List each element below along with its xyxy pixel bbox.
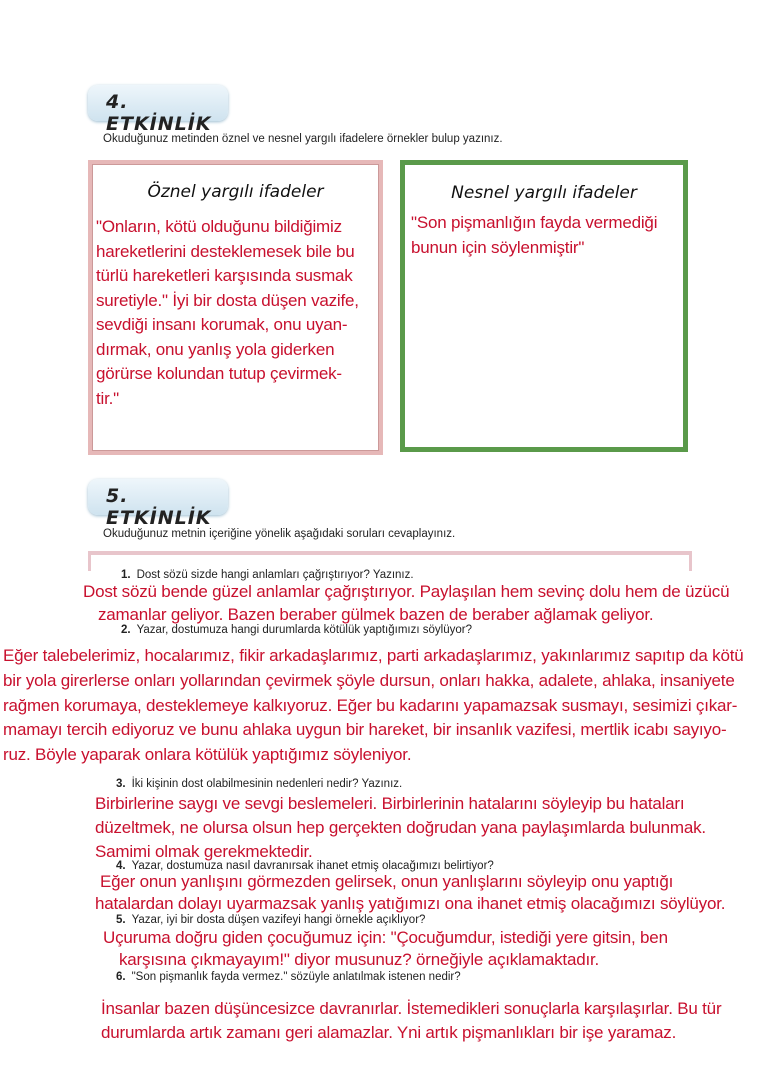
answer-line: hareketlerini desteklemesek bile bu — [96, 241, 355, 261]
answer-line: mamayı tercih ediyoruz ve bunu ahlaka uygun bir hareket, bir insanlık vazifesi, mertlik icabı sayıyo- — [3, 720, 727, 740]
subjective-answer — [96, 215, 359, 411]
question-number: 2. — [121, 624, 131, 636]
answer-4 — [95, 871, 726, 915]
answer-line: görürse kolundan tutup çevirmek- — [96, 364, 342, 383]
question-text: "Son pişmanlık fayda vermez." sözüyle anlatılmak istenen nedir? — [131, 971, 461, 983]
answer-line: durumlarda artık zamanı geri alamazlar. Yni artık pişmanlıkları bir işe yaramaz. — [101, 1023, 677, 1042]
answer-line: sevdiği insanı korumak, onu uyan- — [96, 315, 348, 334]
activity-4-label-text: 4. ETKİNLİK — [106, 91, 212, 135]
answer-1 — [83, 580, 729, 626]
answer-line: bir yola girerlerse onları yollarından çevirmek şöyle dursun, onları hakka, adalete, ahlaka, insaniyete — [3, 670, 735, 690]
answer-line: Uçuruma doğru giden çocuğumuz için: "Çocuğumdur, istediği yere gitsin, ben — [103, 928, 668, 947]
answer-line: ruz. Böyle yaparak onlara kötülük yaptığımız söyleniyor. — [3, 745, 412, 765]
answer-line: karşısına çıkmayayım!" diyor musunuz? örneğiyle açıklamaktadır. — [119, 950, 600, 969]
objective-box — [400, 160, 688, 452]
answer-3 — [95, 792, 706, 864]
answer-line: Eğer talebelerimiz, hocalarımız, fikir arkadaşlarımız, parti arkadaşlarımız, yakınlarımız sapıtıp da kötü — [3, 646, 744, 665]
divider — [88, 551, 91, 571]
answer-line: İnsanlar bazen düşüncesizce davranırlar. İstemedikleri sonuçlarla karşılaşırlar. Bu tür — [101, 999, 722, 1018]
activity-5-label — [88, 479, 228, 529]
question-text: Yazar, dostumuza hangi durumlarda kötülük yaptığımızı söylüyor? — [136, 624, 472, 636]
question-number: 6. — [116, 971, 126, 983]
question-number: 5. — [116, 914, 126, 926]
question-text: Yazar, dostumuza nasıl davranırsak ihanet etmiş olacağımızı belirtiyor? — [131, 860, 494, 872]
question-text: İki kişinin dost olabilmesinin nedenleri nedir? Yazınız. — [131, 778, 403, 790]
answer-line: zamanlar geliyor. Bazen beraber gülmek bazen de beraber ağlamak geliyor. — [98, 605, 654, 624]
question-2 — [121, 624, 472, 636]
answer-line: dırmak, onu yanlış yola giderken — [96, 339, 335, 359]
activity-5-label-text: 5. ETKİNLİK — [106, 485, 212, 529]
objective-answer — [411, 211, 657, 260]
objective-title: Nesnel yargılı ifadeler — [451, 183, 637, 203]
question-number: 4. — [116, 860, 126, 872]
answer-line: düzeltmek, ne olursa olsun hep gerçekten doğrudan yana paylaşımlarda bulunmak. — [95, 818, 706, 837]
question-text: Dost sözü sizde hangi anlamları çağrıştırıyor? Yazınız. — [136, 569, 414, 581]
question-number: 1. — [121, 569, 131, 581]
answer-2 — [3, 644, 744, 768]
answer-line: hatalardan dolayı uyarmazsak yanlış yatığımızı ona ihanet etmiş olacağımızı söylüyor. — [95, 894, 726, 913]
answer-line: Dost sözü bende güzel anlamlar çağrıştırıyor. Paylaşılan hem sevinç dolu hem de üzücü — [83, 582, 730, 601]
answer-line: "Onların, kötü olduğunu bildiğimiz — [96, 217, 342, 236]
question-3 — [116, 778, 402, 790]
activity-5-instruction: Okuduğunuz metnin içeriğine yönelik aşağıdaki soruları cevaplayınız. — [103, 528, 456, 540]
answer-line: Samimi olmak gerekmektedir. — [95, 842, 313, 861]
answer-line: suretiyle." İyi bir dosta düşen vazife, — [96, 290, 359, 310]
question-6 — [116, 971, 461, 983]
answer-line: bunun için söylenmiştir" — [411, 237, 585, 257]
answer-line: Eğer onun yanlışını görmezden gelirsek, onun yanlışlarını söyleyip onu yaptığı — [100, 872, 674, 891]
answer-line: türlü hareketleri karşısında susmak — [96, 266, 353, 285]
answer-line: Birbirlerine saygı ve sevgi beslemeleri. Birbirlerinin hatalarını söyleyip bu hataları — [95, 794, 685, 813]
answer-line: rağmen korumaya, desteklemeye kalkıyoruz. Eğer bu kadarını yapamazsak susmayı, sesimizi çıkar- — [3, 695, 738, 715]
divider — [689, 551, 692, 571]
answer-line: "Son pişmanlığın fayda vermediği — [411, 213, 658, 232]
divider — [88, 551, 692, 555]
question-number: 3. — [116, 778, 126, 790]
answer-6 — [101, 997, 721, 1045]
subjective-title: Öznel yargılı ifadeler — [147, 182, 324, 202]
answer-line: tir." — [96, 388, 119, 408]
activity-4-label — [88, 85, 228, 135]
question-5 — [116, 914, 425, 926]
question-text: Yazar, iyi bir dosta düşen vazifeyi hangi örnekle açıklıyor? — [131, 914, 426, 926]
activity-4-instruction: Okuduğunuz metinden öznel ve nesnel yargılı ifadelere örnekler bulup yazınız. — [103, 133, 503, 145]
answer-5 — [103, 927, 668, 971]
